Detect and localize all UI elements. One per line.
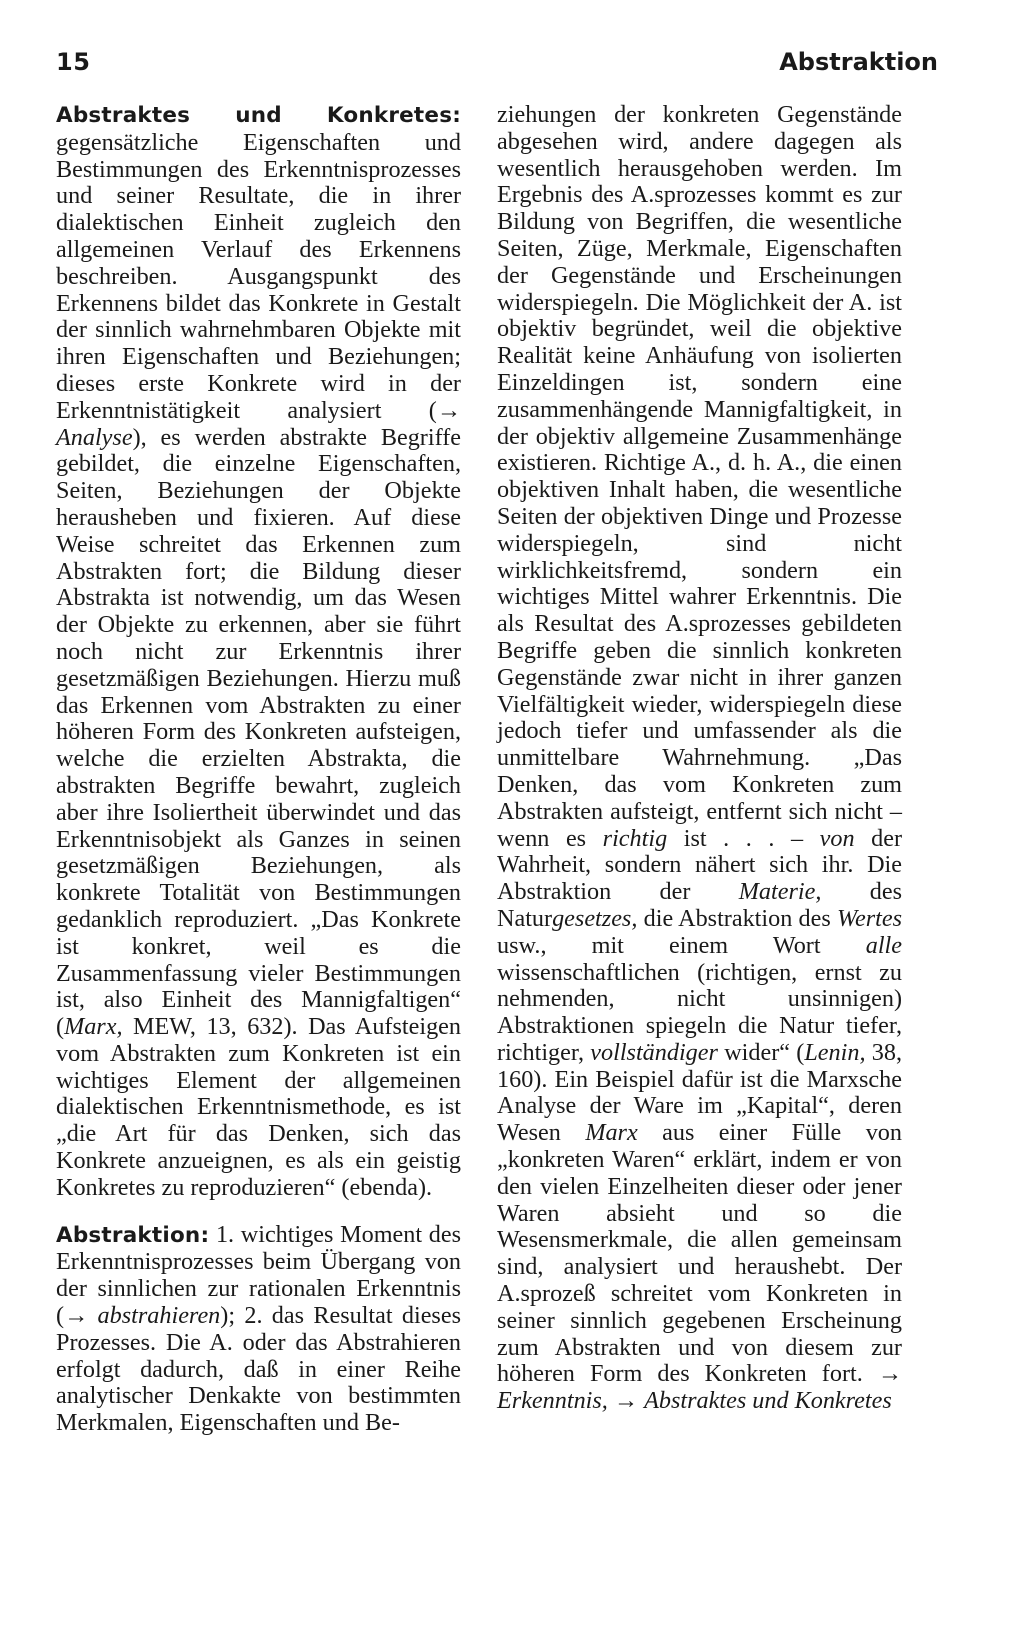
cross-reference-arrow-icon: → [436, 396, 461, 424]
entry-abstraktion-continued [497, 102, 902, 1415]
entry-text: 1. wichtiges Moment des Erkenntnisprozesses beim Übergang von der sinnlichen zur rationalen Erkenntnis ( [56, 1220, 462, 1330]
entry-text: ist . . . – [667, 824, 820, 852]
entry-text: gegensätzliche Eigenschaften und Bestimmungen des Erkenntnisprozesses und seiner Resultate, die in ihrer dialektischen Einheit zugleich den allgemeinen Verlauf des Erkennens beschreiben. Ausgangspunkt des Erkennens bildet das Konkrete in Gestalt der sinnlich wahrnehmbaren Objekte mit ihren Eigenschaften und Beziehungen; dieses erste Konkrete wird in der Erkenntnistätigkeit analysiert ( [56, 128, 461, 424]
cross-reference-arrow-icon: → [64, 1302, 89, 1330]
cross-reference-arrow-icon: → [613, 1387, 639, 1415]
cross-reference-erkenntnis[interactable]: Erkenntnis, [497, 1387, 608, 1415]
entry-headword: Abstraktes und Konkretes: [56, 103, 461, 128]
entry-text: usw., mit einem Wort [497, 931, 866, 959]
right-column [497, 102, 902, 1415]
emphasis-text: gesetzes, [552, 904, 638, 932]
entry-text: ); 2. das Resultat dieses Prozesses. Die A. oder das Abstrahieren erfolgt dadurch, daß in einer Reihe analytischer Denkakte von bestimmten Merkmalen, Eigenschaften und Be- [56, 1302, 461, 1437]
entry-text: die Abstraktion des [637, 904, 838, 932]
entry-text: wider“ ( [717, 1038, 805, 1066]
emphasis-text: Materie, [738, 878, 822, 906]
cross-reference-analyse[interactable]: Analyse [56, 423, 133, 451]
entry-text: wissenschaftlichen (richtigen, ernst zu nehmenden, nicht unsinnigen) Abstraktionen spiegeln die Natur tiefer, richtiger, [497, 958, 902, 1066]
entry-text: des Natur [497, 878, 902, 932]
cross-reference-arrow-icon: → [877, 1360, 902, 1388]
emphasis-text: richtig [602, 824, 668, 852]
entry-headword: Abstraktion: [56, 1222, 210, 1248]
page-number: 15 [56, 48, 91, 76]
emphasis-text: Wertes [837, 904, 902, 932]
entry-text: aus einer Fülle von „konkreten Waren“ erklärt, indem er von den vielen Einzelheiten dieser oder jener Waren absieht und so die Wesensmerkmale, die allen gemeinsam sind, analysiert und heraushebt. Der A.sprozeß schreitet vom Konkreten in seiner sinnlich gegebenen Erscheinung zum Abstrakten und von diesem zur höheren Form des Konkreten fort. [497, 1119, 902, 1388]
entry-text: ziehungen der konkreten Gegenstände abgesehen wird, andere dagegen als wesentlich herausgehoben werden. Im Ergebnis des A.sprozesses kommt es zur Bildung von Begriffen, die wesentliche Seiten, Züge, Merkmale, Eigenschaften der Gegenstände und Erscheinungen widerspiegeln. Die Möglichkeit der A. ist objektiv begründet, weil die objektive Realität keine Anhäufung von isolierten Einzeldingen ist, sondern eine zusammenhängende Mannigfaltigkeit, in der objektiv allgemeine Zusammenhänge existieren. Richtige A., d. h. A., die einen objektiven Inhalt haben, die wesentliche Seiten der objektiven Dinge und Prozesse widerspiegeln, sind nicht wirklichkeitsfremd, sondern ein wichtiges Mittel wahrer Erkenntnis. Die als Resultat des A.sprozesses gebildeten Begriffe geben die sinnlich konkreten Gegenstände zwar nicht in ihrer ganzen Vielfältigkeit wieder, widerspiegeln diese jedoch tiefer und umfassender als die unmittelbare Wahrnehmung. „Das Denken, das vom Konkreten zum Abstrakten aufsteigt, entfernt sich nicht – wenn es [497, 101, 902, 852]
entry-text: 38, 160). Ein Beispiel dafür ist die Marxsche Analyse der Ware im „Kapital“, deren Wesen [497, 1038, 902, 1147]
citation-author: Marx, [64, 1013, 123, 1041]
emphasis-text: alle [865, 931, 902, 959]
cross-reference-abstrahieren[interactable]: abstrahieren [97, 1302, 221, 1330]
citation-author: Lenin, [804, 1038, 866, 1066]
left-column [56, 102, 461, 1437]
cross-reference-abstraktes-und-konkretes[interactable]: Abstraktes und Konkretes [644, 1387, 892, 1415]
emphasis-text: vollständiger [590, 1038, 718, 1066]
entry-abstraktes-und-konkretes [56, 102, 461, 1202]
entry-text: MEW, 13, 632). Das Aufsteigen vom Abstrakten zum Konkreten ist ein wichtiges Element der allgemeinen dialektischen Erkenntnismethode, es ist „die Art für das Denken, sich das Konkrete anzueignen, es als ein geistig Konkretes zu reproduzieren“ (ebenda). [56, 1013, 461, 1201]
entry-text: der Wahrheit, sondern nähert sich ihr. Die Abstraktion der [497, 824, 903, 906]
running-head: Abstraktion [779, 48, 938, 76]
entry-abstraktion [56, 1222, 461, 1437]
entry-text: ), es werden abstrakte Begriffe gebildet, die einzelne Eigenschaften, Seiten, Beziehungen der Objekte herausheben und fixieren. Auf diese Weise schreitet das Erkennen zum Abstrakten fort; die Bildung dieser Abstrakta ist notwendig, um das Wesen der Objekte zu erkennen, aber sie führt noch nicht zur Erkenntnis ihrer gesetzmäßigen Beziehungen. Hierzu muß das Erkennen vom Abstrakten zu einer höheren Form des Konkreten aufsteigen, welche die erzielten Abstrakta, die abstrakten Begriffe bewahrt, zugleich aber ihre Isoliertheit überwindet und das Erkenntnisobjekt als Ganzes in seinen gesetzmäßigen Beziehungen, als konkrete Totalität von Bestimmungen gedanklich reproduziert. „Das Konkrete ist konkret, weil es die Zusammenfassung vieler Bestimmungen ist, also Einheit des Mannigfaltigen“ ( [56, 423, 461, 1041]
emphasis-text: von [819, 824, 855, 852]
citation-author: Marx [585, 1119, 638, 1147]
